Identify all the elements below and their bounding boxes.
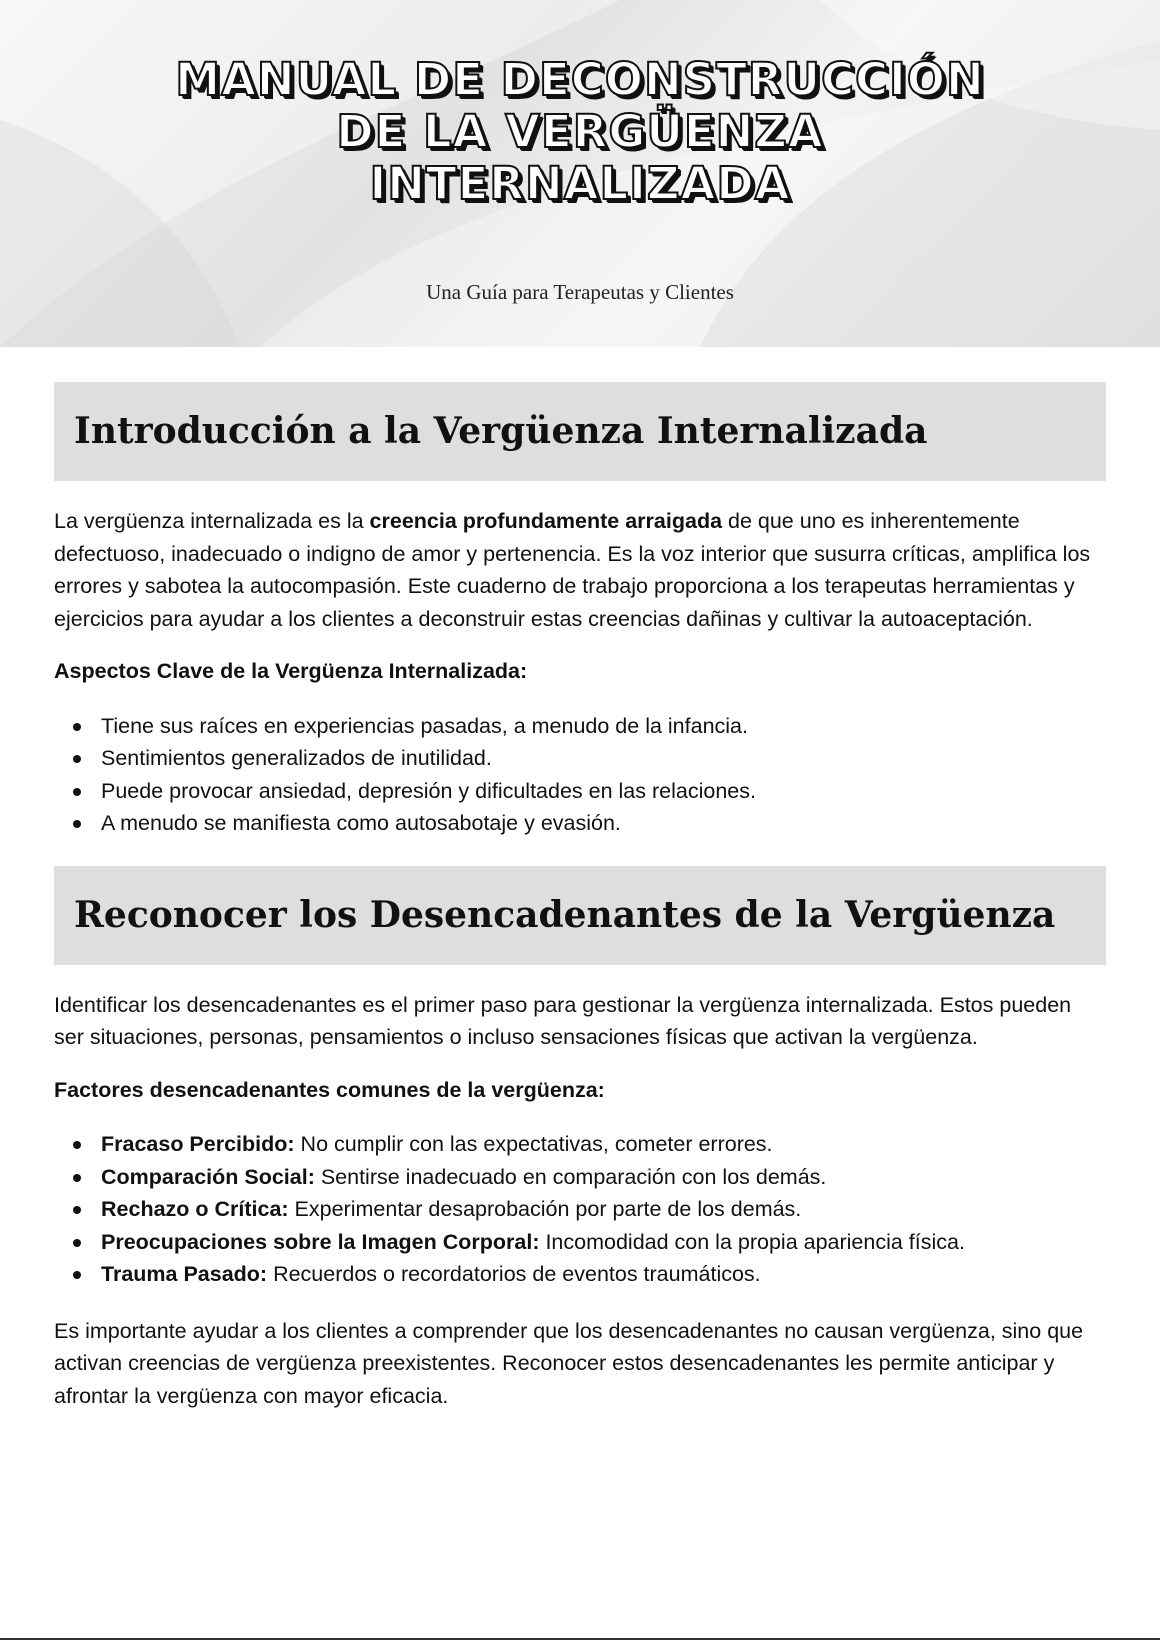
list-item [54,710,1106,743]
list-item-text: Puede provocar ansiedad, depresión y dificultades en las relaciones. [101,778,756,803]
bullet-icon [73,1206,81,1214]
list-item [54,807,1106,840]
bullet-icon [73,820,81,828]
list-item-text: Incomodidad con la propia apariencia física. [539,1229,965,1254]
list-item-text: A menudo se manifiesta como autosabotaje y evasión. [101,811,621,835]
bullet-icon [73,1141,81,1149]
bullet-icon [73,788,81,796]
intro-paragraph-end: de que uno es inherentemente defectuoso, inadecuado o indigno de amor y pertenencia. Es la voz interior que susurra críticas, amplifica los errores y sabotea la autocompasión. Este cuaderno de trabajo proporciona a los terapeutas herramientas y ejercicios para ayudar a los clientes a deconstruir estas creencias dañinas y cultivar la autoaceptación. [54,509,1091,631]
bullet-icon [73,1271,81,1279]
list-item [54,1128,1106,1161]
list-item [54,1193,1106,1226]
bullet-icon [73,755,81,763]
list-item-term: Trauma Pasado: [101,1262,268,1286]
bullet-icon [73,1174,81,1182]
list-item [54,742,1106,775]
key-aspects-heading: Aspectos Clave de la Vergüenza Internalizada: [54,659,528,683]
header-banner [0,0,1160,347]
list-item [54,1161,1106,1194]
section-heading-triggers: Reconocer los Desencadenantes de la Vergüenza [54,866,1106,965]
intro-paragraph [54,505,1106,635]
list-item-term: Preocupaciones sobre la Imagen Corporal: [101,1229,540,1254]
bullet-icon [73,723,81,731]
list-item [54,1226,1106,1259]
list-item-term: Fracaso Percibido: [101,1132,295,1156]
list-item [54,1258,1106,1291]
document-title: MANUAL DE DECONSTRUCCIÓN DE LA VERGÜENZA INTERNALIZADA [175,53,985,210]
list-item-term: Comparación Social: [101,1164,315,1189]
intro-paragraph-emphasis: creencia profundamente arraigada [369,509,723,533]
document-subtitle: Una Guía para Terapeutas y Clientes [426,280,734,304]
list-item-text: No cumplir con las expectativas, cometer errores. [294,1132,773,1156]
section-triggers [54,866,1106,1413]
section-introduction [54,382,1106,840]
list-item-text: Sentimientos generalizados de inutilidad. [101,746,492,770]
list-item-text: Sentirse inadecuado en comparación con los demás. [314,1164,827,1189]
triggers-closing-paragraph: Es importante ayudar a los clientes a comprender que los desencadenantes no causan vergüenza, sino que activan creencias de vergüenza preexistentes. Reconocer estos desencadenantes les permite anticipar y afrontar la vergüenza con mayor eficacia. [54,1318,1084,1408]
common-triggers-heading: Factores desencadenantes comunes de la vergüenza: [54,1077,605,1102]
list-item [54,775,1106,808]
document-body [54,382,1106,1412]
bullet-icon [73,1239,81,1247]
common-triggers-list [54,1128,1106,1291]
intro-paragraph-start: La vergüenza internalizada es la [54,509,370,533]
key-aspects-list [54,710,1106,840]
section-heading-introduction: Introducción a la Vergüenza Internalizada [54,382,1106,481]
list-item-text: Recuerdos o recordatorios de eventos traumáticos. [267,1262,761,1286]
list-item-term: Rechazo o Crítica: [101,1197,289,1221]
triggers-paragraph: Identificar los desencadenantes es el primer paso para gestionar la vergüenza internalizada. Estos pueden ser situaciones, personas, pensamientos o incluso sensaciones físicas que activan la vergüenza. [54,992,1072,1049]
list-item-text: Tiene sus raíces en experiencias pasadas, a menudo de la infancia. [101,713,748,738]
list-item-text: Experimentar desaprobación por parte de los demás. [288,1197,802,1221]
